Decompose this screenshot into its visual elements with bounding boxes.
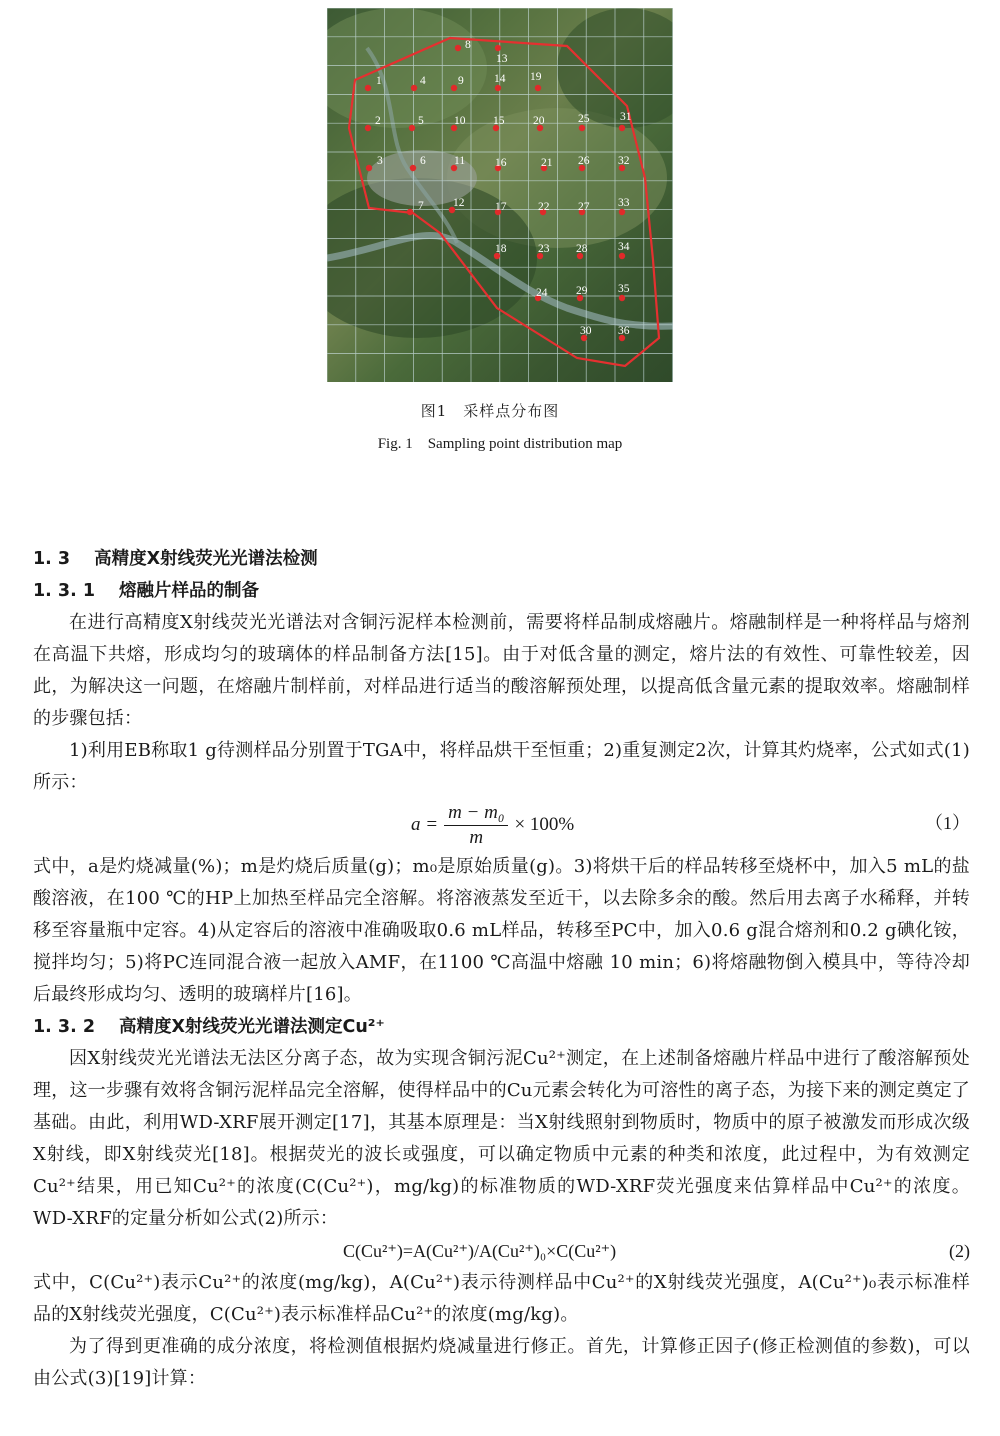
sampling-point-label: 9 (458, 75, 464, 87)
paragraph-fusion-intro: 在进行高精度X射线荧光光谱法对含铜污泥样本检测前，需要将样品制成熔融片。熔融制样是一种将样品与熔剂在高温下共熔，形成均匀的玻璃体的样品制备方法[15]。由于对低含量的测定，熔片法的有效性、可靠性较差，因此，为解决这一问题，在熔融片制样前，对样品进行适当的酸溶解预处理，以提高低含量元素的提取效率。熔融制样的步骤包括： (33, 612, 970, 729)
sampling-point-marker (411, 85, 417, 91)
sampling-point-label: 22 (538, 201, 550, 213)
sampling-map-figure (327, 8, 673, 382)
sampling-point-label: 24 (536, 287, 548, 299)
sampling-point-marker (619, 209, 625, 215)
sampling-point-label: 12 (453, 197, 465, 209)
sampling-point-label: 7 (418, 200, 424, 212)
equation-number-2: (2) (949, 1241, 970, 1261)
sampling-point-label: 18 (495, 243, 507, 255)
equation-number-1: （1） (925, 813, 970, 833)
sampling-point-marker (407, 209, 413, 215)
section-number: 1. 3 (33, 549, 71, 569)
sampling-point-label: 23 (538, 243, 550, 255)
sampling-point-marker (409, 125, 415, 131)
sampling-point-marker (495, 85, 501, 91)
sampling-point-label: 11 (454, 155, 466, 167)
sampling-point-marker (579, 125, 585, 131)
sampling-point-label: 28 (576, 243, 588, 255)
sampling-point-label: 36 (618, 325, 630, 337)
sampling-point-label: 6 (420, 155, 426, 167)
sampling-point-label: 35 (618, 283, 630, 295)
paragraph-steps-3-6: 式中，a是灼烧减量(%)；m是灼烧后质量(g)；m₀是原始质量(g)。3)将烘干后的样品转移至烧杯中，加入5 mL的盐酸溶液，在100 ℃的HP上加热至样品完全溶解。将溶液蒸发至近干，以去除多余的酸。然后用去离子水稀释，并转移至容量瓶中定容。4)从定容后的溶液中准确吸取0.6 mL样品，转移至PC中，加入0.6 g混合熔剂和0.2 g碘化铵，搅拌均匀；5)将PC连同混合液一起放入AMF，在1100 ℃高温中熔融 10 min；6)将熔融物倒入模具中，等待冷却后最终形成均匀、透明的玻璃样片[16]。 (33, 856, 970, 1005)
sampling-point-marker (535, 85, 541, 91)
sampling-point-label: 5 (418, 115, 424, 127)
sampling-point-label: 4 (420, 75, 426, 87)
sampling-map (327, 8, 673, 382)
sampling-point-marker (619, 295, 625, 301)
paragraph-correction-factor: 为了得到更准确的成分浓度，将检测值根据灼烧减量进行修正。首先，计算修正因子(修正检测值的参数)，可以由公式(3)[19]计算： (33, 1336, 970, 1389)
figure-caption-en: Fig. 1 Sampling point distribution map (377, 436, 623, 452)
sampling-point-label: 16 (495, 157, 507, 169)
paragraph-formula-2-definitions: 式中，C(Cu²⁺)表示Cu²⁺的浓度(mg/kg)，A(Cu²⁺)表示待测样品中Cu²⁺的X射线荧光强度，A(Cu²⁺)₀表示标准样品的X射线荧光强度，C(Cu²⁺)表示标准样品Cu²⁺的浓度(mg/kg)。 (33, 1272, 970, 1325)
sampling-point-label: 19 (530, 71, 542, 83)
sampling-point-marker (495, 45, 501, 51)
formula-2-expression: C(Cu²⁺)=A(Cu²⁺)/A(Cu²⁺)₀×C(Cu²⁺) (343, 1241, 617, 1261)
article-body (33, 543, 970, 1395)
sampling-point-marker (619, 125, 625, 131)
paragraph-cu-measurement: 因X射线荧光光谱法无法区分离子态，故为实现含铜污泥Cu²⁺测定，在上述制备熔融片样品中进行了酸溶解预处理，这一步骤有效将含铜污泥样品完全溶解，使得样品中的Cu元素会转化为可溶性的离子态，为接下来的测定奠定了基础。由此，利用WD-XRF展开测定[17]，其基本原理是：当X射线照射到物质时，物质中的原子被激发而形成次级X射线，即X射线荧光[18]。根据荧光的波长或强度，可以确定物质中元素的种类和浓度，此过程中，为有效测定Cu²⁺结果，用已知Cu²⁺的浓度(C(Cu²⁺)，mg/kg)的标准物质的WD-XRF荧光强度来估算样品中Cu²⁺的浓度。WD-XRF的定量分析如公式(2)所示： (33, 1048, 970, 1229)
section-title: 高精度X射线荧光光谱法测定Cu²⁺ (119, 1017, 385, 1037)
section-heading-1-3-1 (33, 575, 970, 607)
sampling-point-marker (366, 165, 372, 171)
sampling-point-label: 10 (454, 115, 466, 127)
sampling-point-label: 32 (618, 155, 630, 167)
sampling-point-label: 8 (465, 39, 471, 51)
formula-numerator: m − m₀ (444, 801, 508, 826)
formula-2 (33, 1235, 970, 1267)
sampling-point-label: 1 (376, 75, 382, 87)
sampling-point-label: 15 (493, 115, 505, 127)
formula-1 (33, 799, 970, 851)
sampling-point-label: 13 (496, 53, 508, 65)
sampling-point-label: 33 (618, 197, 630, 209)
sampling-point-label: 30 (580, 325, 592, 337)
sampling-point-marker (619, 253, 625, 259)
sampling-point-marker (365, 125, 371, 131)
sampling-point-label: 2 (375, 115, 381, 127)
formula-fraction (444, 801, 508, 850)
formula-lhs: a = (411, 814, 439, 835)
section-heading-1-3-2 (33, 1011, 970, 1043)
sampling-point-label: 17 (495, 201, 507, 213)
sampling-point-label: 20 (533, 115, 545, 127)
section-number: 1. 3. 1 (33, 581, 96, 601)
sampling-point-label: 31 (620, 111, 632, 123)
formula-denominator: m (469, 826, 484, 848)
section-heading-1-3 (33, 543, 970, 575)
sampling-point-label: 27 (578, 201, 590, 213)
sampling-point-label: 34 (618, 241, 630, 253)
sampling-point-marker (455, 45, 461, 51)
sampling-point-label: 3 (377, 155, 383, 167)
figure-caption-cn: 图1 采样点分布图 (420, 402, 560, 420)
section-title: 熔融片样品的制备 (119, 581, 260, 601)
sampling-point-label: 14 (494, 73, 506, 85)
sampling-point-label: 26 (578, 155, 590, 167)
paragraph-steps-1-2: 1)利用EB称取1 g待测样品分别置于TGA中，将样品烘干至恒重；2)重复测定2次，计算其灼烧率，公式如式(1)所示： (33, 740, 970, 793)
sampling-point-label: 25 (578, 113, 590, 125)
section-title: 高精度X射线荧光光谱法检测 (94, 549, 318, 569)
sampling-point-marker (365, 85, 371, 91)
section-number: 1. 3. 2 (33, 1017, 96, 1037)
sampling-point-label: 29 (576, 285, 588, 297)
sampling-point-label: 21 (541, 157, 553, 169)
formula-rhs: × 100% (514, 814, 575, 835)
sampling-point-marker (410, 165, 416, 171)
sampling-point-marker (451, 85, 457, 91)
